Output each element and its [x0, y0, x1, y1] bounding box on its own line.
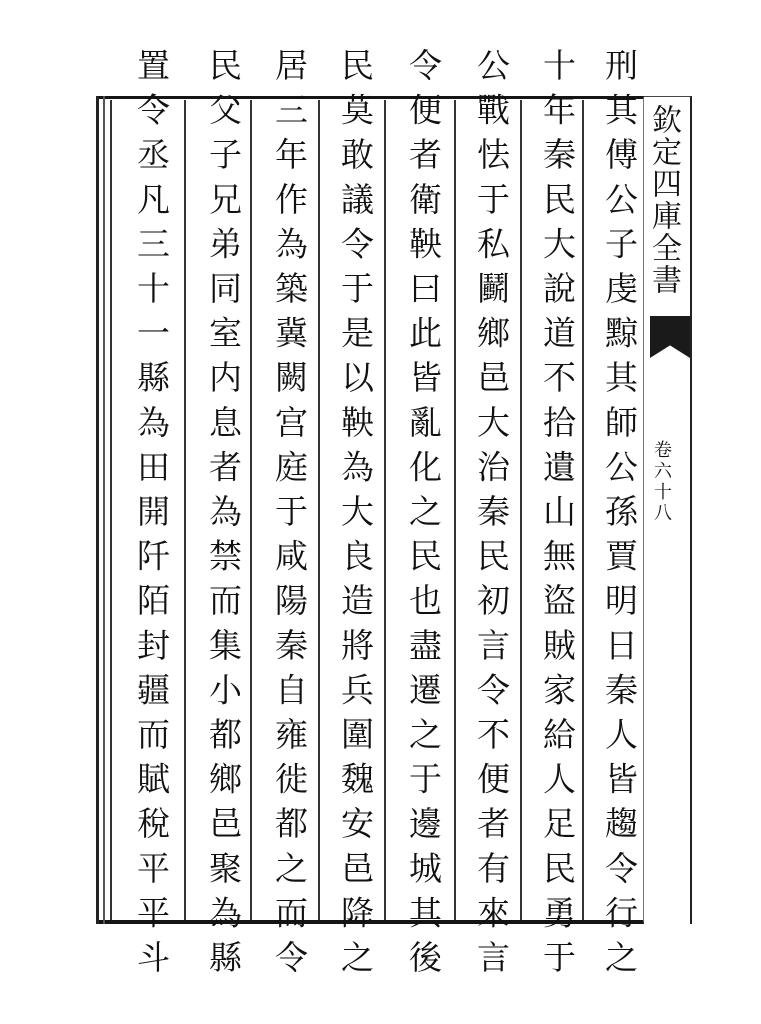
margin-juan-number: 卷六十八 — [651, 440, 672, 524]
text-column-3 — [464, 47, 511, 985]
page-left-edge — [96, 96, 106, 924]
margin-title: 欽定四庫全書 — [646, 104, 681, 296]
column-text: 令便者衛鞅曰此皆亂化之民也盡遷之于邊城其後 — [404, 47, 443, 985]
column-text: 置令丞凡三十一縣為田開阡陌封疆而賦稅平平斗 — [132, 47, 171, 985]
column-rule — [384, 100, 386, 920]
column-rule — [318, 100, 320, 920]
column-rule — [110, 100, 112, 920]
column-rule — [454, 100, 456, 920]
text-column-1 — [592, 47, 639, 985]
text-column-5 — [328, 47, 375, 985]
column-text: 民莫敢議令于是以鞅為大良造將兵圍魏安邑降之 — [336, 47, 375, 985]
text-column-8 — [124, 47, 171, 985]
text-column-4 — [396, 47, 443, 985]
column-text: 民父子兄弟同室内息者為禁而集小都鄉邑聚為縣 — [204, 47, 243, 985]
text-column-2 — [530, 47, 577, 985]
column-text: 居三年作為築冀闕宫庭于咸陽秦自雍徙都之而令 — [270, 47, 309, 985]
column-text: 公戰怯于私鬬鄉邑大治秦民初言令不便者有來言 — [472, 47, 511, 985]
text-column-7 — [196, 47, 243, 985]
column-text: 十年秦民大說道不拾遺山無盜賊家給人足民勇于 — [538, 47, 577, 985]
column-rule — [250, 100, 252, 920]
column-rule — [184, 100, 186, 920]
column-rule — [582, 100, 584, 920]
column-rule — [520, 100, 522, 920]
text-column-6 — [262, 47, 309, 985]
column-text: 刑其傅公子虔黥其師公孫賈明日秦人皆趨令行之 — [600, 47, 639, 985]
